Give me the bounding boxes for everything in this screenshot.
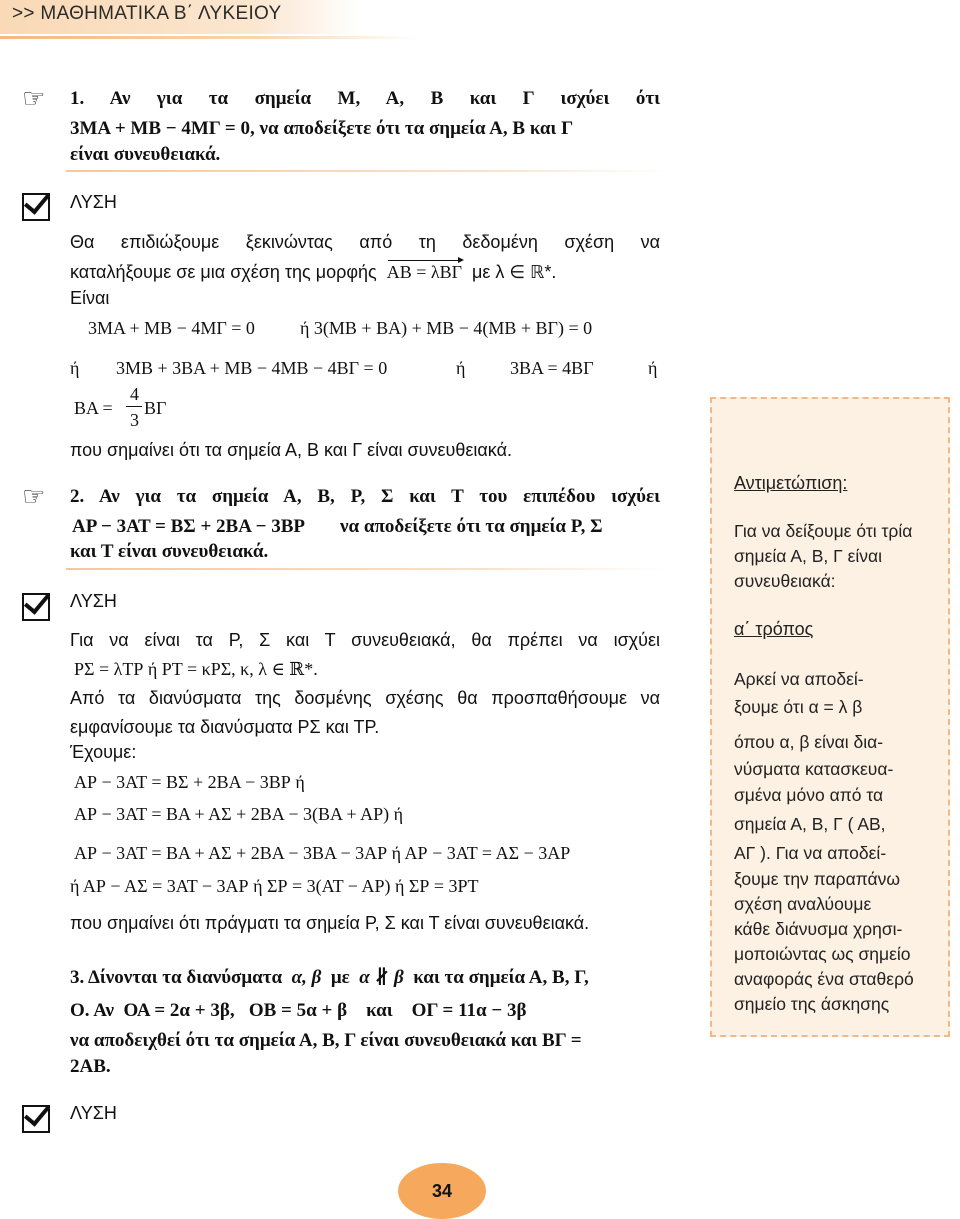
page-number-badge: 34: [398, 1163, 486, 1219]
fraction-numerator: 4: [130, 384, 139, 404]
checkbox-icon: [22, 193, 50, 221]
sidebar-line-7: ΑΓ ). Για να αποδεί-: [734, 843, 887, 863]
solution-1-eq-2a: ή: [70, 358, 80, 378]
sidebar-line-2: ξουμε ότι α = λ β: [734, 697, 863, 717]
exercise-1-text: , να αποδείξετε ότι τα σημεία Α, Β και Γ: [250, 118, 574, 139]
sidebar-line-1: Αρκεί να αποδεί-: [734, 669, 864, 689]
vector-ab-lambda-bg: ΑΒ = λΒΓ: [386, 262, 462, 282]
solution-1-conclusion: που σημαίνει ότι τα σημεία Α, Β και Γ είναι συνευθειακά.: [70, 440, 512, 460]
solution-1-paragraph-3: Είναι: [70, 288, 110, 308]
solution-2-paragraph-1: Για να είναι τα Ρ, Σ και Τ συνευθειακά, θα πρέπει να ισχύει: [70, 630, 660, 650]
exercise-1-line-3: είναι συνευθειακά.: [70, 144, 221, 165]
exercise-1-equation: 3ΜΑ + ΜΒ − 4ΜΓ = 0: [70, 118, 251, 139]
solution-1-paragraph-2: καταλήξουμε σε μια σχέση της μορφής ΑΒ = λΒΓ με λ ∈ ℝ*.: [70, 262, 557, 282]
exercise-2-line-2-tail: να αποδείξετε ότι τα σημεία Ρ, Σ: [340, 516, 603, 537]
fraction-denominator: 3: [130, 410, 139, 430]
solution-1-eq-2c: ή: [456, 358, 466, 378]
header-underline: [0, 36, 420, 39]
sidebar-title: Αντιμετώπιση:: [734, 473, 848, 493]
solution-2-paragraph-4: εμφανίσουμε τα διανύσματα ΡΣ και ΤΡ.: [70, 717, 380, 737]
sidebar-line-12: αναφοράς ένα σταθερό: [734, 969, 914, 989]
solution-1-eq-3-rhs: ΒΓ: [144, 398, 167, 418]
exercise-3-line-4: 2ΑΒ.: [70, 1056, 111, 1077]
exercise-3-line-1: 3. Δίνονται τα διανύσματα α, β με α ∦ β και τα σημεία Α, Β, Γ,: [70, 967, 589, 988]
page-header-title: >> ΜΑΘΗΜΑΤΙΚΑ Β΄ ΛΥΚΕΙΟΥ: [12, 3, 282, 24]
solution-2-step-3: ΑΡ − 3ΑΤ = ΒΑ + ΑΣ + 2ΒΑ − 3ΒΑ − 3ΑΡ ή ΑΡ − 3ΑΤ = ΑΣ − 3ΑΡ: [74, 843, 571, 863]
exercise-2-equation: ΑΡ − 3ΑΤ = ΒΣ + 2ΒΑ − 3ΒΡ: [72, 516, 306, 537]
exercise-1-line-2: [70, 118, 573, 140]
solution-2-paragraph-2: ΡΣ = λΤΡ ή ΡΤ = κΡΣ, κ, λ ∈ ℝ*.: [74, 659, 318, 679]
sidebar-line-10: κάθε διάνυσμα χρησι-: [734, 919, 903, 939]
sidebar-line-13: σημείο της άσκησης: [734, 994, 890, 1014]
solution-2-step-4: ή ΑΡ − ΑΣ = 3ΑΤ − 3ΑΡ ή ΣΡ = 3(ΑΤ − ΑΡ) ή ΣΡ = 3ΡΤ: [70, 876, 479, 896]
sidebar-intro: Για να δείξουμε ότι τρία σημεία Α, Β, Γ είναι συνευθειακά:: [734, 521, 913, 591]
solution-1-paragraph-1: Θα επιδιώξουμε ξεκινώντας από τη δεδομένη σχέση να: [70, 232, 660, 252]
strategy-sidebar: [710, 397, 950, 1037]
sidebar-method-title: α΄ τρόπος: [734, 619, 814, 639]
pointing-hand-icon: ☞: [22, 84, 46, 114]
pointing-hand-icon: ☞: [22, 482, 46, 512]
separator-line: [66, 170, 666, 172]
solution-1-eq-1b: ή 3(ΜΒ + ΒΑ) + ΜΒ − 4(ΜΒ + ΒΓ) = 0: [300, 318, 593, 338]
solution-1-eq-2b: 3ΜΒ + 3ΒΑ + ΜΒ − 4ΜΒ − 4ΒΓ = 0: [116, 358, 388, 378]
separator-line: [66, 568, 666, 570]
solution-2-paragraph-5: Έχουμε:: [70, 742, 137, 762]
exercise-1-line-1: 1. Αν για τα σημεία Μ, Α, Β και Γ ισχύει ότι: [70, 88, 660, 109]
solution-1-eq-2e: ή: [648, 358, 658, 378]
sidebar-line-6: σημεία Α, Β, Γ ( ΑΒ,: [734, 814, 886, 834]
fraction-bar: [126, 406, 142, 407]
solution-1-eq-2d: 3ΒΑ = 4ΒΓ: [510, 358, 594, 378]
checkbox-icon: [22, 1105, 50, 1133]
sidebar-line-3: όπου α, β είναι δια-: [734, 732, 884, 752]
solution-2-label: ΛΥΣΗ: [70, 591, 117, 611]
solution-3-label: ΛΥΣΗ: [70, 1103, 117, 1123]
exercise-2-line-1: 2. Αν για τα σημεία Α, Β, Ρ, Σ και Τ του επιπέδου ισχύει: [70, 486, 660, 507]
solution-2-step-2: ΑΡ − 3ΑΤ = ΒΑ + ΑΣ + 2ΒΑ − 3(ΒΑ + ΑΡ) ή: [74, 804, 404, 824]
checkbox-icon: [22, 593, 50, 621]
sidebar-line-11: μοποιώντας ως σημείο: [734, 944, 911, 964]
solution-2-paragraph-3: Από τα διανύσματα της δοσμένης σχέσης θα προσπαθήσουμε να: [70, 688, 660, 708]
exercise-3-line-3: να αποδειχθεί ότι τα σημεία Α, Β, Γ είναι συνευθειακά και ΒΓ =: [70, 1030, 582, 1051]
sidebar-line-9: σχέση αναλύουμε: [734, 894, 872, 914]
solution-1-eq-1a: 3ΜΑ + ΜΒ − 4ΜΓ = 0: [88, 318, 255, 338]
solution-2-conclusion: που σημαίνει ότι πράγματι τα σημεία Ρ, Σ και Τ είναι συνευθειακά.: [70, 913, 590, 933]
sidebar-line-4: νύσματα κατασκευα-: [734, 759, 894, 779]
solution-1-label: ΛΥΣΗ: [70, 192, 117, 212]
sidebar-line-5: σμένα μόνο από τα: [734, 785, 884, 805]
exercise-3-line-2: Ο. Αν ΟΑ = 2α + 3β, ΟΒ = 5α + β και ΟΓ = 11α − 3β: [70, 1000, 527, 1021]
solution-1-eq-3-lhs: ΒΑ =: [74, 398, 113, 418]
solution-2-step-1: ΑΡ − 3ΑΤ = ΒΣ + 2ΒΑ − 3ΒΡ ή: [74, 772, 305, 792]
exercise-2-line-3: και Τ είναι συνευθειακά.: [70, 541, 269, 562]
sidebar-line-8: ξουμε την παραπάνω: [734, 869, 901, 889]
